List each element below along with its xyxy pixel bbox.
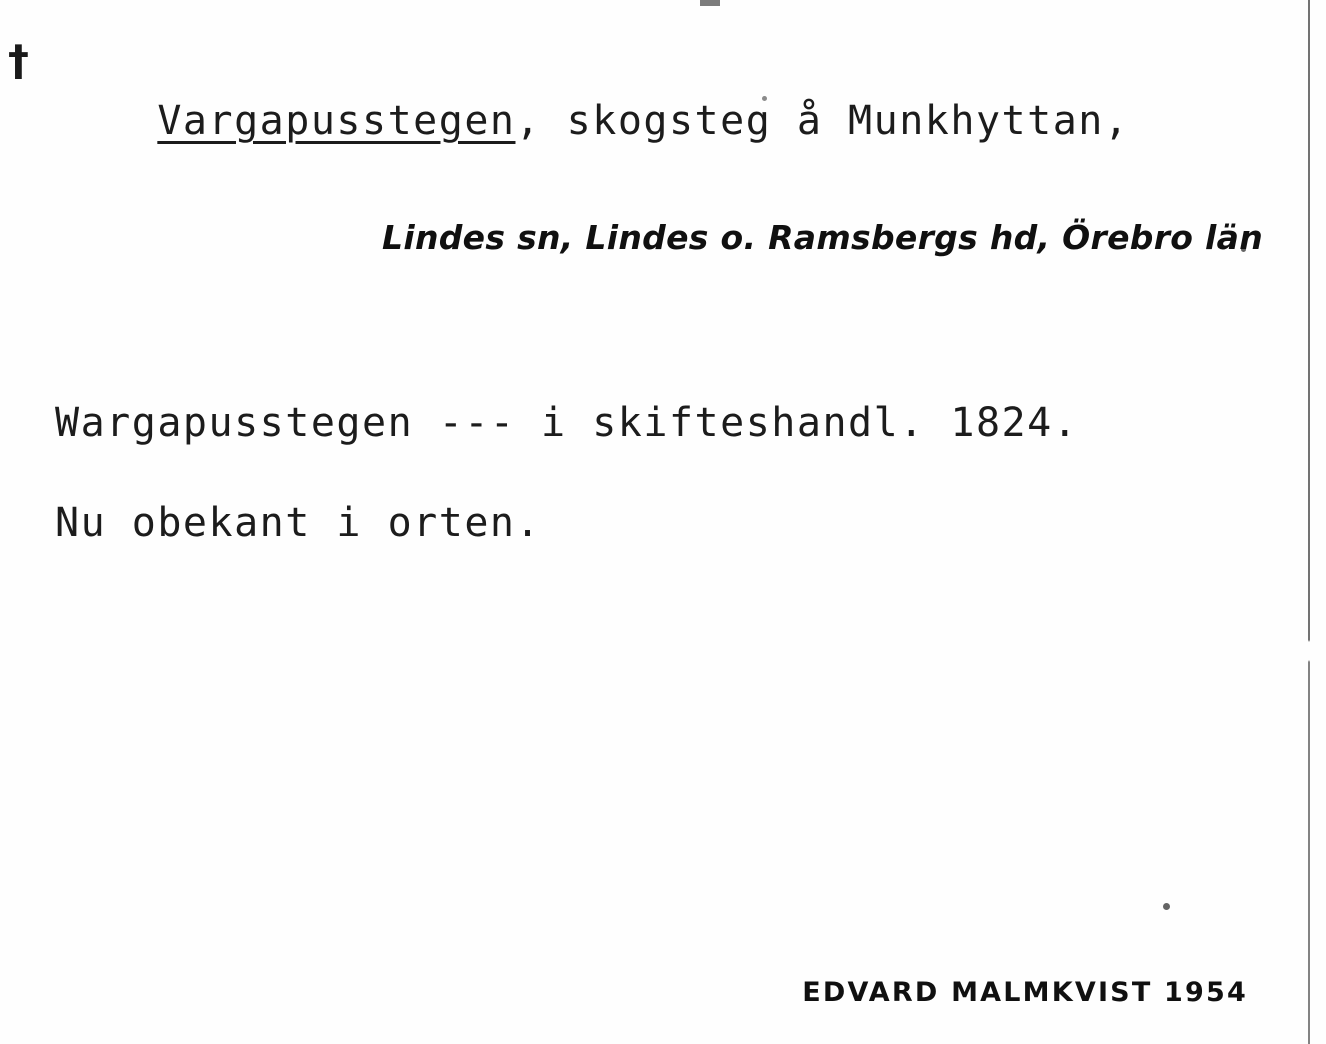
headline-description: , skogsteg å Munkhyttan, — [515, 98, 1130, 144]
scan-top-tick — [700, 0, 720, 6]
headline — [55, 52, 1129, 190]
scan-speck — [1163, 903, 1170, 910]
author-signature: EDVARD MALMKVIST 1954 — [802, 977, 1248, 1008]
body-line-1: Wargapusstegen --- i skifteshandl. 1824. — [55, 400, 1079, 446]
place-name: Vargapusstegen — [157, 98, 516, 144]
body-line-2: Nu obekant i orten. — [55, 500, 542, 546]
scan-edge-line — [1308, 0, 1310, 1044]
parish-location-line: Lindes sn, Lindes o. Ramsbergs hd, Örebro län — [382, 218, 1264, 257]
dagger-cross-icon: † — [8, 36, 29, 85]
